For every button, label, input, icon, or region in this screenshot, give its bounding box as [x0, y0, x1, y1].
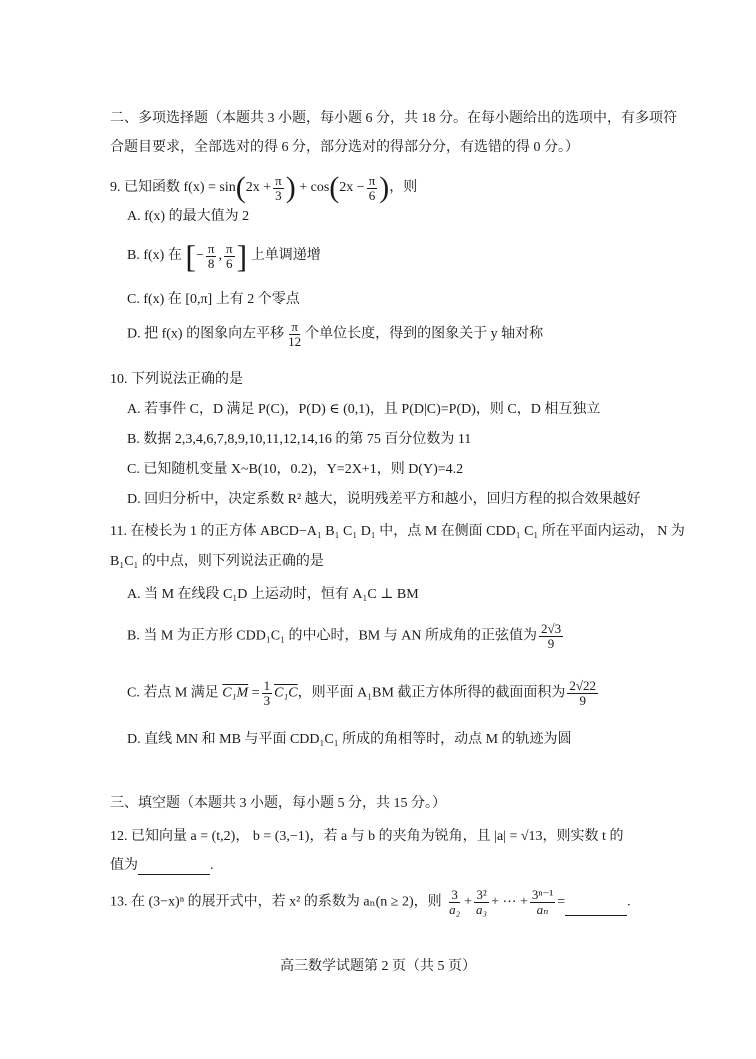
bracket: [	[185, 238, 196, 274]
q10-option-d: D. 回归分析中，决定系数 R² 越大，说明残差平方和越小，回归方程的拟合效果越好	[127, 492, 641, 507]
page-footer: 高三数学试题第 2 页（共 5 页）	[280, 959, 476, 974]
q11-optb-frac	[539, 622, 563, 650]
q11-option-d: D. 直线 MN 和 MB 与平面 CDD₁C₁ 所成的角相等时，动点 M 的轨迹为圆	[127, 732, 572, 747]
answer-blank[interactable]	[138, 860, 210, 875]
q10-stem: 10. 下列说法正确的是	[110, 372, 243, 387]
vector-c1m: C₁M	[222, 685, 249, 701]
q11-optc-start: C. 若点 M 满足	[127, 685, 219, 701]
frac-den: 9	[547, 635, 555, 651]
frac-den: a₂	[449, 901, 461, 917]
vector-c1c: C₁C	[274, 685, 298, 701]
q13-frac2	[474, 888, 489, 916]
q12-line2-text: 值为	[110, 858, 138, 873]
q9-option-a: A. f(x) 的最大值为 2	[127, 209, 250, 224]
frac-num: π	[368, 172, 376, 188]
q11-optb-text: B. 当 M 为正方形 CDD₁C₁ 的中心时，BM 与 AN 所成角的正弦值为	[127, 628, 537, 644]
q9-option-d	[127, 320, 543, 348]
frac-den: aₙ	[536, 901, 549, 917]
q9-frac-pi3	[273, 174, 284, 202]
q11-option-a: A. 当 M 在线段 C₁D 上运动时，恒有 A₁C ⊥ BM	[127, 587, 419, 602]
q11-stem-line1: 11. 在棱长为 1 的正方体 ABCD−A₁ B₁ C₁ D₁ 中，点 M 在侧面 CDD₁ C₁ 所在平面内运动， N 为	[110, 524, 685, 539]
q10-option-a: A. 若事件 C，D 满足 P(C)，P(D) ∈ (0,1)，且 P(D|C)=P(D)，则 C，D 相互独立	[127, 402, 601, 417]
q11-optc-third	[262, 679, 273, 707]
q11-optc-mid: ，则平面 A₁BM 截正方体所得的截面面积为	[297, 685, 566, 701]
frac-den: 9	[579, 692, 586, 708]
frac-num: π	[275, 172, 282, 188]
q9-stem	[110, 173, 417, 203]
paren: )	[379, 171, 390, 204]
q9-frac-pi6	[367, 174, 378, 202]
frac-den: 6	[226, 255, 233, 271]
section2-heading-line1: 二、多项选择题（本题共 3 小题，每小题 6 分，共 18 分。在每小题给出的选项中，有多项符	[110, 111, 677, 126]
frac-num: π	[207, 240, 215, 256]
section3-heading: 三、填空题（本题共 3 小题，每小题 5 分，共 15 分。）	[110, 796, 446, 811]
q9-arg2: 2x −	[339, 180, 365, 196]
q9-optb-lo	[206, 242, 217, 270]
q9-option-b: B. f(x) 在 [− $\frac{\pi}{8}$ , $\frac{\pi}{6}$ ] 上单调递增	[127, 238, 321, 274]
q9-stem-start: 9. 已知函数 f(x) = sin	[110, 180, 236, 196]
q13-frac1	[447, 888, 462, 916]
q11-option-b	[127, 622, 565, 650]
q12-line1: 12. 已知向量 a = (t,2)， b = (3,−1)，若 a 与 b 的夹角为锐角，且 |a| = √13，则实数 t 的	[110, 829, 624, 844]
q10-option-c: C. 已知随机变量 X~B(10，0.2)，Y=2X+1，则 D(Y)=4.2	[127, 462, 464, 477]
q9-optb-start: B. f(x) 在	[127, 248, 182, 264]
q13-line: 13. 在 (3−x)ⁿ 的展开式中，若 x² 的系数为 aₙ(n ≥ 2)，则 $\frac{3}{\text{a₂}}$ + $\frac{\text{3²}}{\text{a₃}}$ + ⋯ + $\frac{\text{3ⁿ⁻¹}}{\text{aₙ}}$ = .	[110, 887, 631, 917]
q11-stem-line2: B₁C₁ 的中点，则下列说法正确的是	[110, 554, 324, 569]
frac-num: 3	[451, 887, 458, 902]
frac-num: 1	[263, 678, 271, 693]
q10-option-b: B. 数据 2,3,4,6,7,8,9,10,11,12,14,16 的第 75 百分位数为 11	[127, 432, 472, 447]
frac-den: 3	[275, 187, 282, 203]
q13-stem: 13. 在 (3−x)ⁿ 的展开式中，若 x² 的系数为 aₙ(n ≥ 2)，则	[110, 894, 442, 910]
frac-num: 3²	[476, 887, 487, 902]
frac-num: 3ⁿ⁻¹	[531, 887, 554, 902]
q9-stem-end: ，则	[389, 180, 418, 196]
frac-den: 8	[207, 255, 215, 271]
q11-option-c	[127, 679, 600, 707]
frac-den: 12	[288, 333, 302, 349]
answer-blank[interactable]	[565, 901, 627, 916]
equals-sign: =	[251, 685, 260, 701]
q13-dots: + ⋯ +	[491, 894, 528, 910]
q13-frac3	[530, 888, 555, 916]
frac-num: 2√22	[569, 678, 597, 693]
q9-optd-frac	[286, 320, 303, 348]
q9-arg1: 2x +	[245, 180, 272, 196]
paren: (	[329, 171, 340, 204]
q9-optd-end: 个单位长度，得到的图象关于 y 轴对称	[305, 326, 544, 342]
paren: (	[235, 171, 246, 204]
q9-optb-hi	[224, 242, 235, 270]
frac-num: π	[291, 319, 298, 334]
q9-optb-end: 上单调递增	[250, 248, 321, 264]
frac-den: 6	[368, 187, 376, 203]
frac-num: 2√3	[540, 621, 562, 636]
q13-end: .	[627, 894, 631, 910]
q12-end: .	[210, 858, 214, 873]
q9-option-c: C. f(x) 在 [0,π] 上有 2 个零点	[127, 292, 300, 307]
minus-sign: −	[195, 248, 204, 264]
q11-optc-frac	[567, 679, 598, 707]
bracket: ]	[236, 238, 248, 274]
frac-num: π	[225, 240, 233, 256]
paren: )	[285, 171, 296, 204]
section2-heading-line2: 合题目要求，全部选对的得 6 分，部分选对的得部分分，有选错的得 0 分。）	[110, 140, 579, 155]
frac-den: 3	[263, 692, 271, 708]
q12-line2	[110, 858, 214, 875]
q9-optd-start: D. 把 f(x) 的图象向左平移	[127, 326, 285, 342]
q9-plus-cos: + cos	[299, 180, 330, 196]
frac-den: a₃	[476, 901, 488, 917]
